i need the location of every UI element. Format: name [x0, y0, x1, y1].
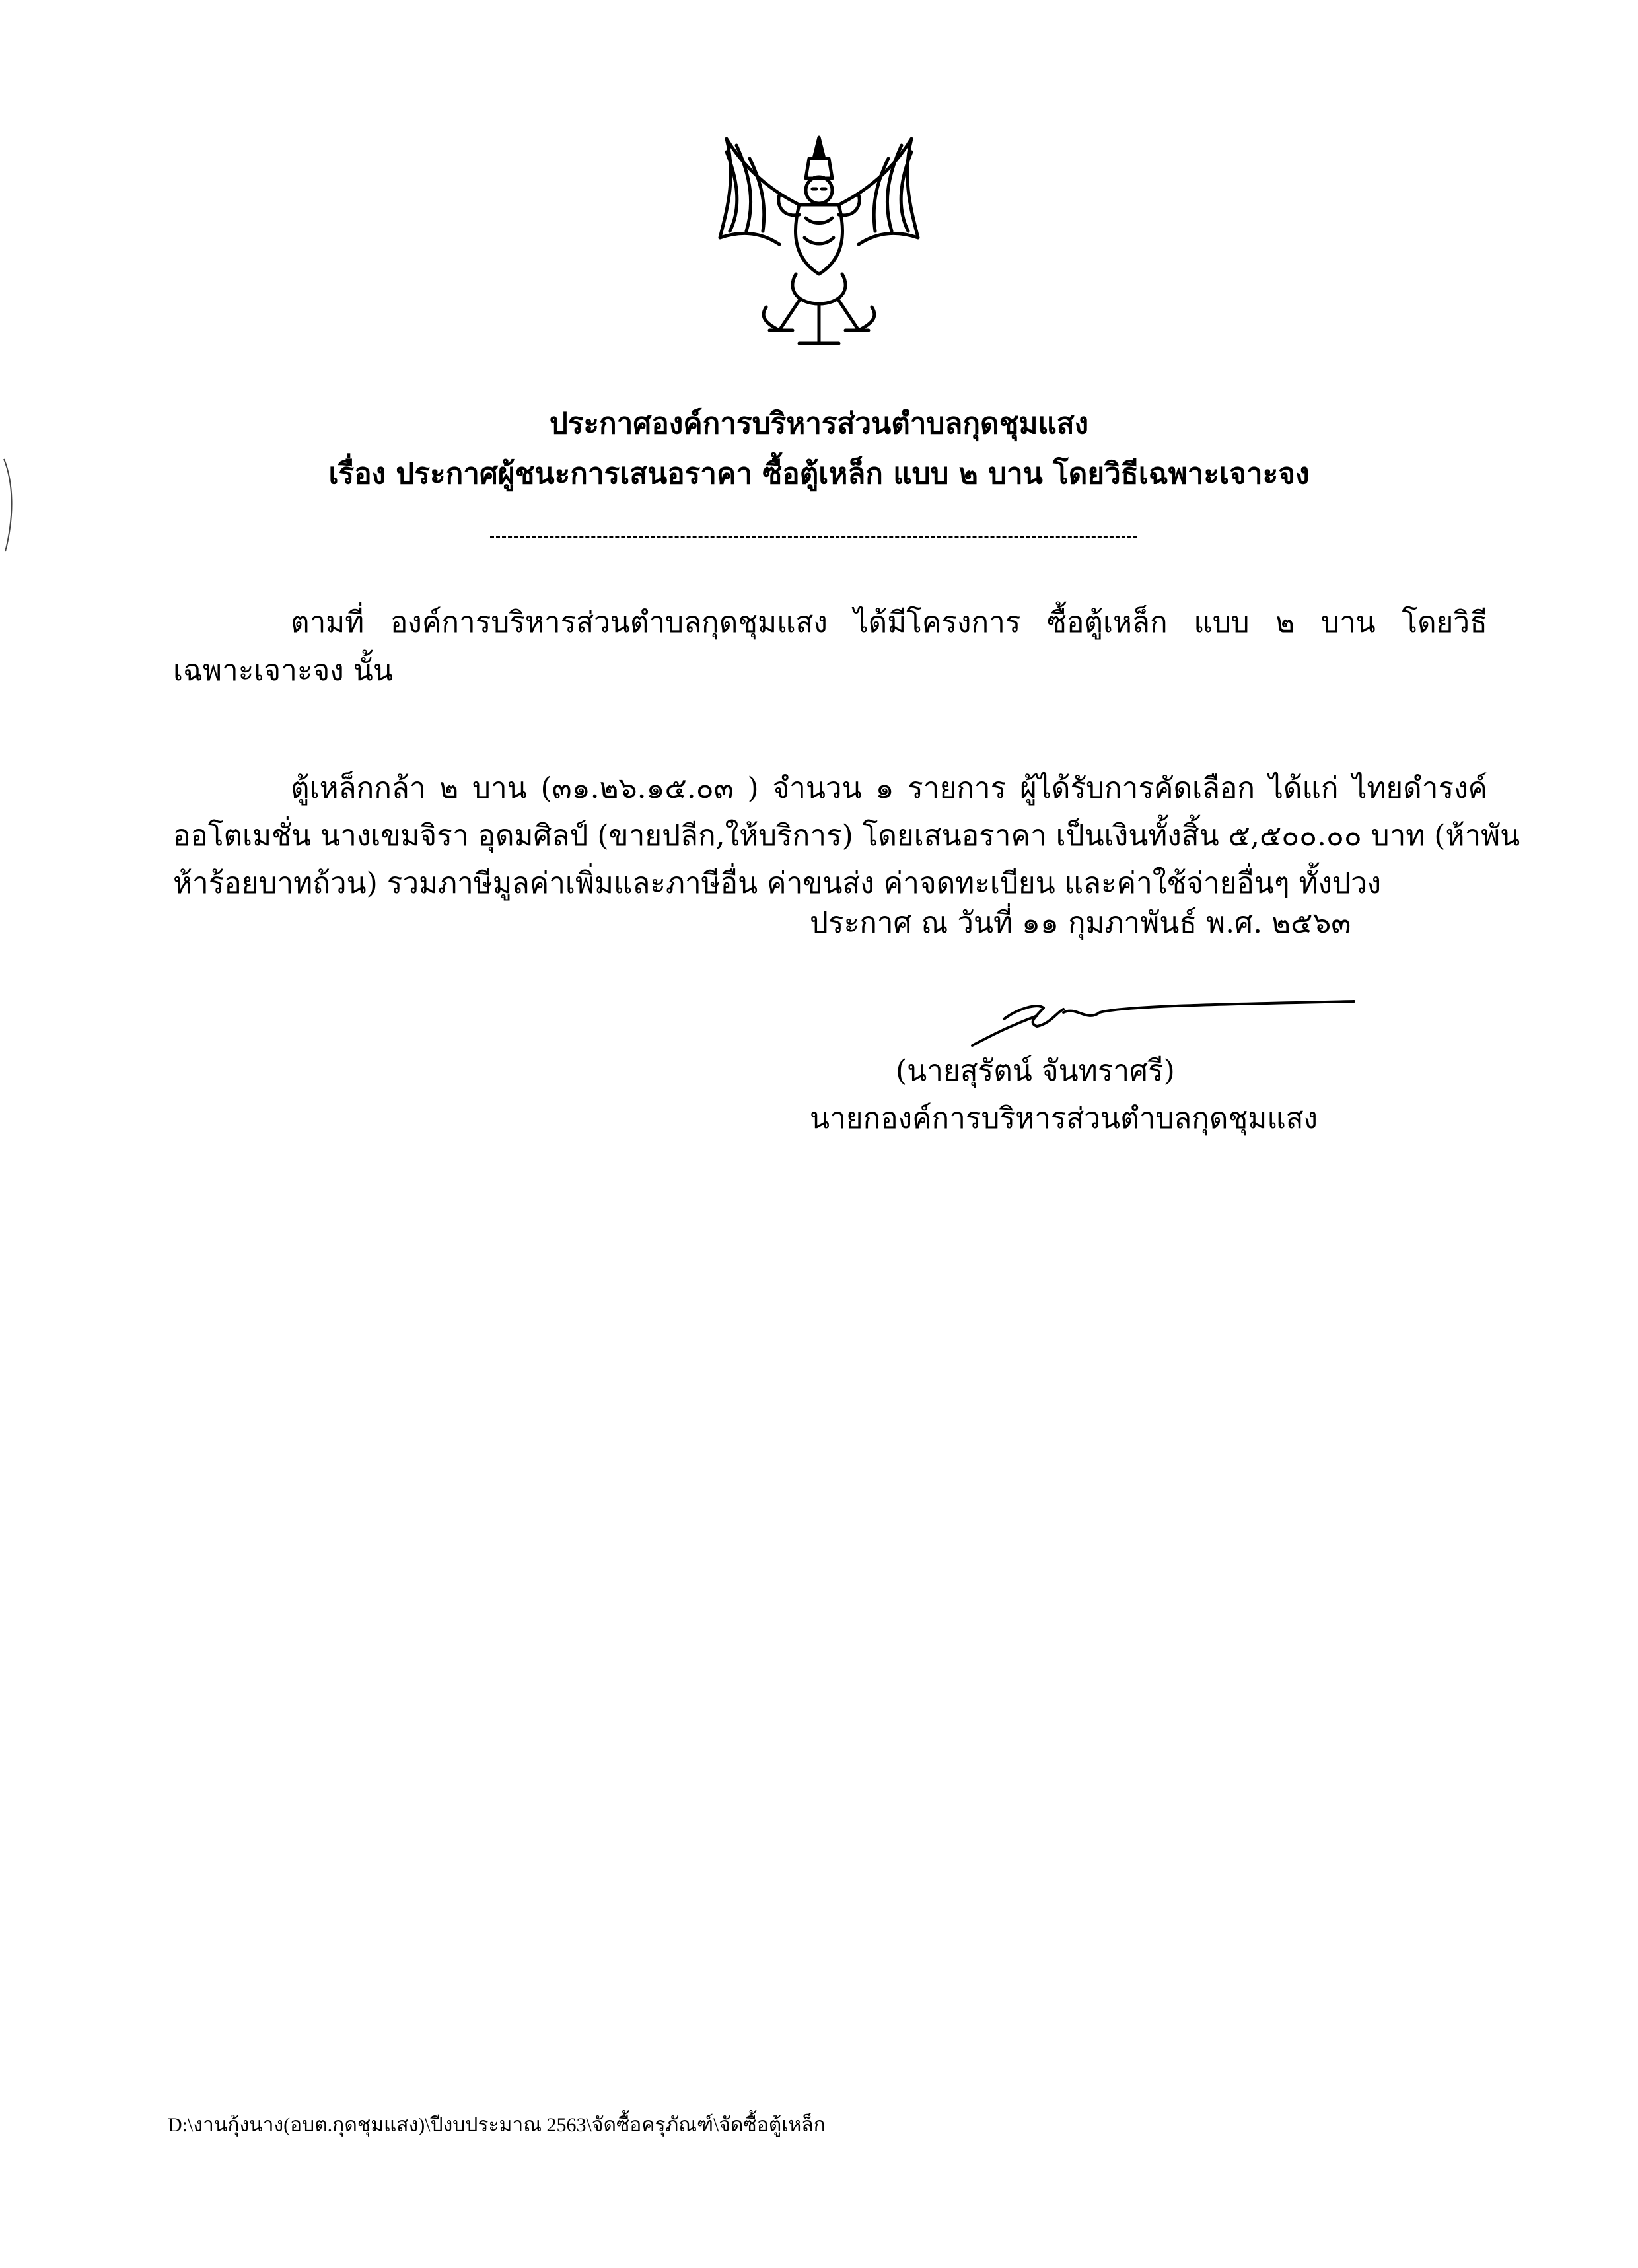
paragraph-2-line-3: ห้าร้อยบาทถ้วน) รวมภาษีมูลค่าเพิ่มและภาษีอื่น ค่าขนส่ง ค่าจดทะเบียน และค่าใช้จ่ายอื่นๆ ทั้งปวง — [173, 867, 1382, 900]
title-separator — [490, 536, 1137, 538]
paragraph-2-line-2: ออโตเมชั่น นางเขมจิรา อุดมศิลป์ (ขายปลีก,ให้บริการ) โดยเสนอราคา เป็นเงินทั้งสิ้น ๕,๕๐๐.๐๐ บาท (ห้าพัน — [173, 819, 1520, 853]
paragraph-1-line-1: ตามที่ องค์การบริหารส่วนตำบลกุดชุมแสง ได้มีโครงการ ซื้อตู้เหล็ก แบบ ๒ บาน โดยวิธี — [291, 606, 1487, 639]
signer-name: (นายสุรัตน์ จันทราศรี) — [896, 1054, 1175, 1088]
announcement-subject: เรื่อง ประกาศผู้ชนะการเสนอราคา ซื้อตู้เหล็ก แบบ ๒ บาน โดยวิธีเฉพาะเจาะจง — [328, 457, 1310, 491]
paragraph-2-line-1: ตู้เหล็กกล้า ๒ บาน (๓๑.๒๖.๑๕.๐๓ ) จำนวน ๑ รายการ ผู้ได้รับการคัดเลือก ได้แก่ ไทยดำรงค์ — [291, 771, 1487, 805]
announcement-title: ประกาศองค์การบริหารส่วนตำบลกุดชุมแสง — [549, 407, 1089, 441]
file-path-footer: D:\งานกุ้งนาง(อบต.กุดชุมแสง)\ปีงบประมาณ 2563\จัดซื้อครุภัณฑ์\จัดซื้อตู้เหล็ก — [168, 2114, 826, 2136]
paragraph-1-line-2: เฉพาะเจาะจง นั้น — [173, 654, 393, 688]
announcement-date: ประกาศ ณ วันที่ ๑๑ กุมภาพันธ์ พ.ศ. ๒๕๖๓ — [810, 906, 1351, 940]
handwritten-signature — [964, 983, 1361, 1055]
signer-position: นายกองค์การบริหารส่วนตำบลกุดชุมแสง — [810, 1102, 1318, 1135]
garuda-emblem-icon — [700, 132, 938, 357]
